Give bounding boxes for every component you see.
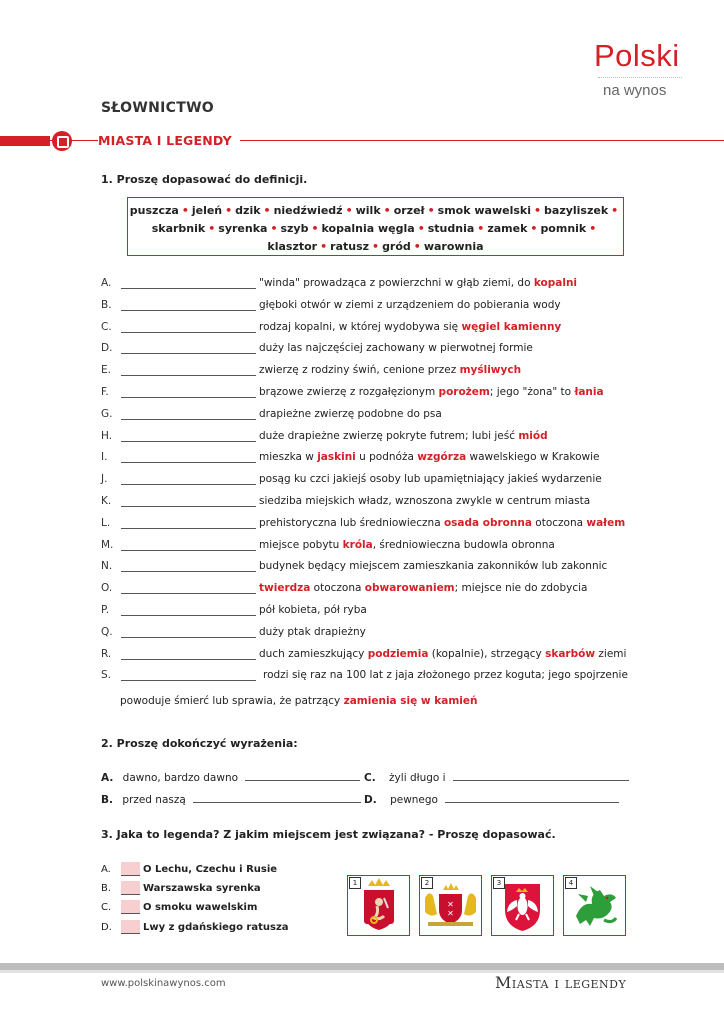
definition-text: posąg ku czci jakiejś osoby lub upamiętniający jakieś wydarzenie (259, 473, 602, 486)
legend-letter: A. (101, 864, 111, 875)
definition-text: drapieżne zwierzę podobne do psa (259, 407, 442, 420)
word-bank-word: pomnik (540, 222, 587, 235)
footer-website: www.polskinawynos.com (101, 978, 226, 989)
definition-text: miejsce pobytu (259, 538, 343, 551)
highlighted-word: porożem (438, 386, 490, 398)
highlighted-word: jaskini (317, 451, 356, 464)
definition (259, 582, 587, 594)
answer-blank[interactable] (445, 791, 619, 803)
definition-text: u podnóża (355, 451, 418, 464)
expression-a (101, 769, 360, 784)
svg-text:✕: ✕ (447, 900, 454, 909)
expression-d (364, 791, 619, 806)
highlighted-word: myśliwych (459, 364, 522, 377)
word-bank-word: studnia (427, 222, 475, 235)
separator-dot: • (372, 240, 380, 253)
legend-letter: D. (101, 922, 112, 933)
definition-row (101, 364, 631, 382)
word-bank-word: skarbnik (151, 222, 206, 235)
word-bank-word: niedźwiedź (273, 204, 343, 217)
definition-text: powoduje śmierć lub sprawia, że patrzący (120, 695, 344, 707)
definition-row (101, 386, 631, 404)
definition-text: ; miejsce nie do zdobycia (454, 582, 588, 595)
definition (259, 604, 367, 616)
highlighted-word: kopalni (533, 277, 578, 289)
definition-row (101, 277, 631, 295)
answer-blank[interactable] (121, 462, 256, 463)
definition-row (101, 604, 631, 622)
separator-dot: • (311, 222, 319, 235)
definition-row (101, 430, 631, 448)
definition-text: rodzaj kopalni, w której wydobywa się (259, 320, 462, 333)
highlighted-word: osada obronna (443, 516, 532, 529)
definition-letter: D. (101, 342, 113, 355)
definition-text: , średniowieczna budowla obronna (372, 538, 555, 551)
expression-b (101, 791, 361, 806)
crest-4 (563, 875, 626, 936)
section-title: SŁOWNICTWO (101, 100, 215, 116)
definition-letter: R. (101, 647, 112, 660)
definition (259, 277, 577, 289)
definition-letter: L. (101, 516, 111, 529)
word-bank-line (128, 220, 623, 238)
answer-blank[interactable] (121, 484, 256, 485)
answer-blank[interactable] (121, 680, 256, 681)
answer-blank[interactable] (193, 791, 361, 803)
definition (259, 342, 533, 354)
separator-dot: • (413, 240, 421, 253)
definition-letter: M. (101, 538, 114, 551)
answer-blank[interactable] (121, 353, 256, 354)
definition (259, 408, 442, 420)
answer-blank[interactable] (121, 615, 256, 616)
definition-letter: H. (101, 429, 113, 442)
definition-row (101, 669, 631, 687)
answer-blank[interactable] (121, 506, 256, 507)
crest-number: 2 (421, 877, 433, 889)
definition-text: otoczona (531, 516, 587, 529)
legend-title: O smoku wawelskim (143, 902, 258, 913)
expression-letter: C. (364, 772, 376, 784)
separator-dot: • (530, 222, 538, 235)
separator-dot: • (417, 222, 425, 235)
answer-blank[interactable] (121, 637, 256, 638)
book-icon (52, 131, 72, 151)
definition-text: ziemi (595, 647, 627, 660)
separator-dot: • (611, 204, 619, 217)
definition-row (101, 648, 631, 666)
definition (259, 539, 555, 551)
definition-letter: S. (101, 669, 112, 682)
word-bank-word: szyb (280, 222, 309, 235)
word-bank-word: klasztor (267, 240, 318, 253)
word-bank-word: dzik (235, 204, 261, 217)
definition-text: duży ptak drapieżny (259, 625, 366, 638)
word-bank-word: kopalnia węgla (321, 222, 415, 235)
highlighted-word: wzgórza (417, 451, 467, 464)
definition-text: duży las najczęściej zachowany w pierwotnej formie (259, 342, 533, 355)
definition-text: mieszka w (259, 451, 318, 464)
highlighted-word: łania (574, 386, 604, 398)
definition (259, 560, 607, 572)
highlighted-word: węgiel kamienny (461, 320, 562, 333)
brand-tagline: na wynos (603, 82, 667, 99)
crest-3 (491, 875, 554, 936)
highlighted-word: twierdza (259, 582, 311, 595)
definition-text: (kopalnie), strzegący (428, 647, 546, 660)
definition-row (101, 451, 631, 469)
separator-dot: • (533, 204, 542, 217)
definition-row (101, 626, 631, 644)
definition (259, 299, 561, 311)
word-bank-word: smok wawelski (437, 204, 531, 217)
answer-blank[interactable] (121, 659, 256, 660)
word-bank-word: orzeł (393, 204, 425, 217)
word-bank-word: zamek (487, 222, 528, 235)
expression-text: dawno, bardzo dawno (122, 772, 239, 784)
crest-1 (347, 875, 410, 936)
answer-box[interactable] (121, 900, 140, 914)
definition-row (101, 408, 631, 426)
expression-letter: A. (101, 772, 114, 784)
crest-number: 3 (493, 877, 505, 889)
definition-s-continuation (120, 695, 477, 707)
answer-blank[interactable] (121, 593, 256, 594)
definition (259, 626, 366, 638)
definition-letter: P. (101, 604, 110, 616)
expression-letter: D. (364, 794, 377, 806)
logo-divider (598, 77, 682, 78)
highlighted-word: obwarowaniem (364, 582, 455, 595)
definition-text: "winda" prowadząca z powierzchni w głąb ziemi, do (259, 277, 534, 289)
definition-text: ; jego "żona" to (489, 386, 575, 398)
highlighted-word: wałem (586, 516, 626, 529)
expression-c (364, 769, 629, 784)
answer-blank[interactable] (121, 375, 256, 376)
definition (259, 495, 590, 507)
definition-row (101, 517, 631, 535)
definition-text: duże drapieżne zwierzę pokryte futrem; lubi jeść (259, 429, 519, 442)
definition-letter: O. (101, 582, 113, 595)
definition (259, 386, 604, 398)
definition-row (101, 495, 631, 513)
definition (259, 648, 626, 660)
highlighted-word: skarbów (545, 647, 596, 660)
highlighted-word: miód (518, 429, 548, 442)
subsection-band (0, 134, 724, 148)
answer-blank[interactable] (121, 528, 256, 529)
answer-blank[interactable] (245, 769, 360, 781)
definition-text: siedziba miejskich władz, wznoszona zwykle w centrum miasta (259, 495, 591, 507)
answer-blank[interactable] (121, 550, 256, 551)
definition-row (101, 321, 631, 339)
footer-title: Miasta i legendy (495, 973, 627, 992)
definition-text: zwierzę z rodziny świń, cenione przez (259, 364, 460, 377)
answer-blank[interactable] (121, 310, 256, 311)
exercise-1-title: 1. Proszę dopasować do definicji. (101, 173, 308, 186)
separator-dot: • (263, 204, 271, 217)
definition-text: brązowe zwierzę z rozgałęzionym (259, 386, 439, 398)
answer-box[interactable] (121, 881, 140, 895)
definition (259, 364, 521, 376)
word-bank-line (128, 238, 623, 256)
answer-blank[interactable] (121, 397, 256, 398)
answer-blank[interactable] (121, 419, 256, 420)
answer-blank[interactable] (121, 571, 256, 572)
crest-number: 1 (349, 877, 361, 889)
definition-letter: E. (101, 364, 111, 377)
definition-row (101, 539, 631, 557)
word-bank-word: gród (382, 240, 411, 253)
definition-text: głęboki otwór w ziemi z urządzeniem do pobierania wody (259, 298, 561, 311)
separator-dot: • (477, 222, 485, 235)
separator-dot: • (427, 204, 435, 217)
expression-letter: B. (101, 794, 113, 806)
definition (259, 517, 625, 529)
subsection-title: MIASTA I LEGENDY (98, 133, 240, 148)
definition-text: pół kobieta, pół ryba (259, 604, 367, 616)
definition-letter: G. (101, 407, 113, 420)
definition-letter: K. (101, 495, 112, 507)
answer-blank[interactable] (121, 332, 256, 333)
definition-letter: A. (101, 277, 112, 289)
definition (259, 473, 602, 485)
answer-box[interactable] (121, 862, 140, 876)
word-bank (127, 197, 624, 256)
definition-text: prehistoryczna lub średniowieczna (259, 516, 444, 529)
expression-text: żyli długo i (389, 772, 446, 784)
crest-2 (419, 875, 482, 936)
expression-text: przed naszą (122, 794, 186, 806)
definition-letter: B. (101, 298, 112, 311)
legend-letter: B. (101, 883, 112, 894)
word-bank-line (128, 202, 623, 220)
definition-text: wawelskiego w Krakowie (466, 451, 600, 464)
expression-text: pewnego (390, 794, 438, 806)
definition (259, 451, 600, 463)
definition-text: rodzi się raz na 100 lat z jaja złożonego przez koguta; jego spojrzenie (263, 669, 628, 682)
definition-text: budynek będący miejscem zamieszkania zakonników lub zakonnic (259, 560, 608, 573)
exercise-3-title: 3. Jaka to legenda? Z jakim miejscem jest związana? - Proszę dopasować. (101, 828, 556, 841)
separator-dot: • (270, 222, 278, 235)
legend-title: Warszawska syrenka (143, 883, 261, 894)
highlighted-word: zamienia się w kamień (343, 695, 478, 707)
definition-letter: F. (101, 386, 109, 398)
definition-row (101, 299, 631, 317)
definition-row (101, 560, 631, 578)
separator-dot: • (589, 222, 597, 235)
answer-blank[interactable] (121, 441, 256, 442)
svg-text:✕: ✕ (447, 909, 454, 918)
definition-letter: Q. (101, 625, 113, 638)
crest-number: 4 (565, 877, 577, 889)
answer-blank[interactable] (121, 288, 256, 289)
exercise-2-title: 2. Proszę dokończyć wyrażenia: (101, 737, 298, 750)
word-bank-word: jeleń (191, 204, 223, 217)
word-bank-word: bazyliszek (544, 204, 609, 217)
highlighted-word: króla (342, 538, 373, 551)
separator-dot: • (208, 222, 216, 235)
definition-letter: N. (101, 560, 113, 573)
word-bank-word: wilk (355, 204, 381, 217)
definition (259, 321, 561, 333)
separator-dot: • (345, 204, 353, 217)
answer-blank[interactable] (453, 769, 629, 781)
legend-title: O Lechu, Czechu i Rusie (143, 864, 278, 875)
legend-letter: C. (101, 902, 112, 913)
word-bank-word: syrenka (218, 222, 268, 235)
definition-text: duch zamieszkujący (259, 647, 368, 660)
word-bank-word: puszcza (129, 204, 179, 217)
definition-row (101, 342, 631, 360)
legend-title: Lwy z gdańskiego ratusza (143, 922, 289, 933)
separator-dot: • (383, 204, 391, 217)
definition (263, 669, 628, 681)
definition-row (101, 473, 631, 491)
definition-row (101, 582, 631, 600)
definition-letter: C. (101, 320, 112, 333)
answer-box[interactable] (121, 920, 140, 934)
highlighted-word: podziemia (367, 647, 429, 660)
definition-letter: I. (101, 451, 108, 464)
word-bank-word: warownia (423, 240, 484, 253)
word-bank-word: ratusz (330, 240, 370, 253)
separator-dot: • (320, 240, 328, 253)
definition-letter: J. (101, 473, 108, 486)
definition-text: otoczona (310, 582, 365, 595)
separator-dot: • (225, 204, 233, 217)
definition (259, 430, 548, 442)
separator-dot: • (181, 204, 189, 217)
brand-logo: Polski (594, 38, 680, 73)
band-bar (0, 136, 50, 146)
